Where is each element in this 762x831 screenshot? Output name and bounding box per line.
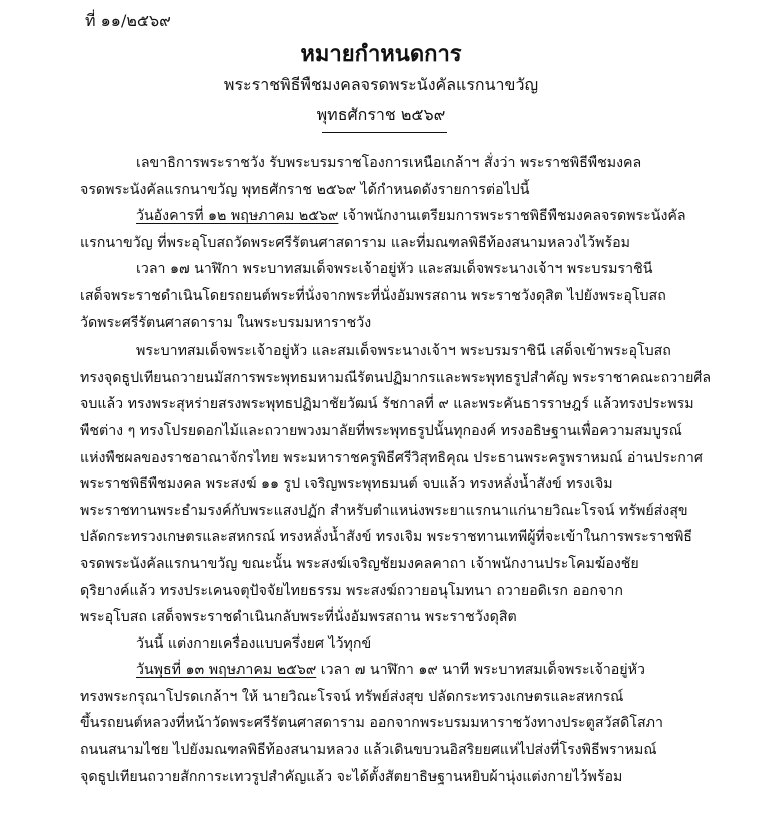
paragraph-line: ดุริยางค์แล้ว ทรงประเคนจตุปัจจัยไทยธรรม พระสงฆ์ถวายอนุโมทนา ถวายอดิเรก ออกจาก	[80, 582, 623, 599]
paragraph-line: แรกนาขวัญ ที่พระอุโบสถวัดพระศรีรัตนศาสดาราม และที่มณฑลพิธีท้องสนามหลวงไว้พร้อม	[80, 234, 630, 251]
paragraph-line: พระอุโบสถ เสด็จพระราชดำเนินกลับพระที่นั่งอัมพรสถาน พระราชวังดุสิต	[80, 609, 517, 626]
buddhist-year: พุทธศักราช ๒๕๖๙	[316, 105, 446, 124]
paragraph-line: เสด็จพระราชดำเนินโดยรถยนต์พระที่นั่งจากพระที่นั่งอัมพรสถาน พระราชวังดุสิต ไปยังพระอุโบสถ	[80, 287, 666, 304]
paragraph-line: จุดธูปเทียนถวายสักการะเทวรูปสำคัญแล้ว จะได้ตั้งสัตยาธิษฐานหยิบผ้านุ่งแต่งกายไว้พร้อม	[80, 768, 623, 785]
paragraph-line: พืชต่าง ๆ ทรงโปรยดอกไม้และถวายพวงมาลัยที่พระพุทธรูปนั้นทุกองค์ ทรงอธิษฐานเพื่อความสมบูรณ์	[80, 422, 682, 439]
paragraph-text: เวลา ๗ นาฬิกา ๑๙ นาที พระบาทสมเด็จพระเจ้าอยู่หัว	[316, 662, 645, 679]
schedule-date-tuesday: วันอังคารที่ ๑๒ พฤษภาคม ๒๕๖๙	[136, 208, 339, 225]
paragraph-line: จรดพระนังคัลแรกนาขวัญ พุทธศักราช ๒๕๖๙ ได้กำหนดดังรายการต่อไปนี้	[80, 181, 530, 198]
paragraph-line: ถนนสนามไชย ไปยังมณฑลพิธีท้องสนามหลวง แล้วเดินขบวนอิสริยยศแห่ไปส่งที่โรงพิธีพราหมณ์	[80, 742, 657, 759]
paragraph-line: ทรงจุดธูปเทียนถวายนมัสการพระพุทธมหามณีรัตนปฏิมากรและพระพุทธรูปสำคัญ พระราชาคณะถวายศีล	[80, 369, 712, 386]
paragraph-line: เวลา ๑๗ นาฬิกา พระบาทสมเด็จพระเจ้าอยู่หัว และสมเด็จพระนางเจ้าฯ พระบรมราชินี	[136, 261, 653, 278]
paragraph-line	[80, 203, 720, 230]
paragraph-text: เจ้าพนักงานเตรียมการพระราชพิธีพืชมงคลจรดพระนังคัล	[338, 208, 686, 225]
paragraph-line: พระราชทานพระธำมรงค์กับพระแสงปฏัก สำหรับตำแหน่งพระยาแรกนาแก่นายวิณะโรจน์ ทรัพย์ส่งสุข	[80, 502, 688, 519]
paragraph-line: พระราชพิธีพืชมงคล พระสงฆ์ ๑๑ รูป เจริญพระพุทธมนต์ จบแล้ว ทรงหลั่งน้ำสังข์ ทรงเจิม	[80, 476, 613, 493]
paragraph-line: ขึ้นรถยนต์หลวงที่หน้าวัดพระศรีรัตนศาสดาราม ออกจากพระบรมมหาราชวังทางประตูสวัสดิโสภา	[80, 715, 663, 732]
document-number: ที่ ๑๑/๒๕๖๙	[85, 11, 171, 30]
document-title: หมายกำหนดการ	[300, 41, 462, 67]
paragraph-line: แห่งพืชผลของราชอาณาจักรไทย พระมหาราชครูพิธีศรีวิสุทธิคุณ ประธานพระครูพราหมณ์ อ่านประกาศ	[80, 449, 703, 466]
paragraph-line: วันนี้ แต่งกายเครื่องแบบครึ่งยศ ไว้ทุกข์	[136, 635, 372, 652]
paragraph-line: จรดพระนังคัลแรกนาขวัญ ขณะนั้น พระสงฆ์เจริญชัยมงคลคาถา เจ้าพนักงานประโคมฆ้องชัย	[80, 555, 639, 572]
document-body	[80, 150, 720, 790]
paragraph-line: ปลัดกระทรวงเกษตรและสหกรณ์ ทรงหลั่งน้ำสังข์ ทรงเจิม พระราชทานเทพีผู้ที่จะเข้าในการพระราชพิธี	[80, 529, 692, 546]
ceremony-name: พระราชพิธีพืชมงคลจรดพระนังคัลแรกนาขวัญ	[223, 75, 539, 94]
paragraph-line	[80, 657, 720, 684]
paragraph-line: ทรงพระกรุณาโปรดเกล้าฯ ให้ นายวิณะโรจน์ ทรัพย์ส่งสุข ปลัดกระทรวงเกษตรและสหกรณ์	[80, 688, 624, 705]
title-divider	[322, 132, 447, 133]
paragraph-line: วัดพระศรีรัตนศาสดาราม ในพระบรมมหาราชวัง	[80, 314, 372, 331]
paragraph-line: พระบาทสมเด็จพระเจ้าอยู่หัว และสมเด็จพระนางเจ้าฯ พระบรมราชินี เสด็จเข้าพระอุโบสถ	[136, 343, 671, 360]
schedule-date-wednesday: วันพุธที่ ๑๓ พฤษภาคม ๒๕๖๙	[136, 662, 317, 679]
paragraph-line: เลขาธิการพระราชวัง รับพระบรมราชโองการเหนือเกล้าฯ สั่งว่า พระราชพิธีพืชมงคล	[136, 155, 642, 171]
paragraph-line: จบแล้ว ทรงพระสุหร่ายสรงพระพุทธปฏิมาชัยวัฒน์ รัชกาลที่ ๙ และพระคันธารราษฎร์ แล้วทรงประพรม	[80, 396, 694, 413]
